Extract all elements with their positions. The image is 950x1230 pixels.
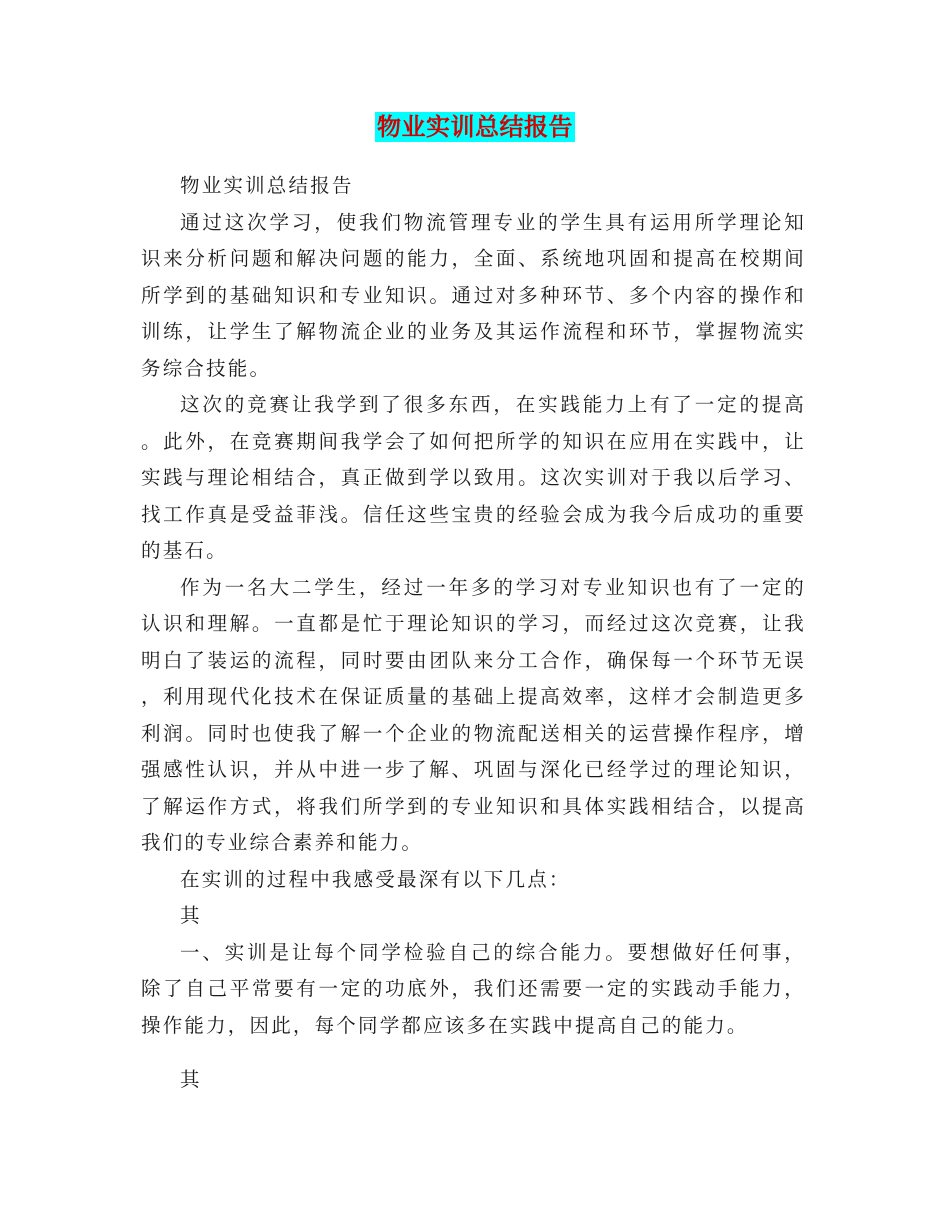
document-title: 物业实训总结报告 [377, 112, 573, 141]
paragraph-point-label-2: 其 [180, 1068, 202, 1091]
paragraph-competition: 这次的竞赛让我学到了很多东西，在实践能力上有了一定的提高。此外，在竞赛期间我学会了如何把所学的知识在应用在实践中，让实践与理论相结合，真正做到学以致用。这次实训对于我以后学习、找工作真是受益菲浅。信任这些宝贵的经验会成为我今后成功的重要的基石。 [141, 393, 806, 562]
paragraph-experience: 作为一名大二学生，经过一年多的学习对专业知识也有了一定的认识和理解。一直都是忙于理论知识的学习，而经过这次竞赛，让我明白了装运的流程，同时要由团队来分工合作，确保每一个环节无误，利用现代化技术在保证质量的基础上提高效率，这样才会制造更多利润。同时也使我了解一个企业的物流配送相关的运营操作程序，增强感性认识，并从中进一步了解、巩固与深化已经学过的理论知识，了解运作方式，将我们所学到的专业知识和具体实践相结合，以提高我们的专业综合素养和能力。 [141, 575, 806, 854]
paragraph-point-1: 一、实训是让每个同学检验自己的综合能力。要想做好任何事，除了自己平常要有一定的功底外，我们还需要一定的实践动手能力，操作能力，因此，每个同学都应该多在实践中提高自己的能力。 [141, 940, 806, 1037]
paragraph-subtitle: 物业实训总结报告 [180, 174, 354, 197]
document-body [141, 168, 806, 1099]
paragraph-intro: 通过这次学习，使我们物流管理专业的学生具有运用所学理论知识来分析问题和解决问题的能力，全面、系统地巩固和提高在校期间所学到的基础知识和专业知识。通过对多种环节、多个内容的操作和训练，让学生了解物流企业的业务及其运作流程和环节，掌握物流实务综合技能。 [141, 210, 806, 380]
paragraph-feelings-intro: 在实训的过程中我感受最深有以下几点： [180, 867, 571, 891]
paragraph-point-label-1: 其 [180, 904, 202, 927]
title-container [0, 112, 950, 142]
